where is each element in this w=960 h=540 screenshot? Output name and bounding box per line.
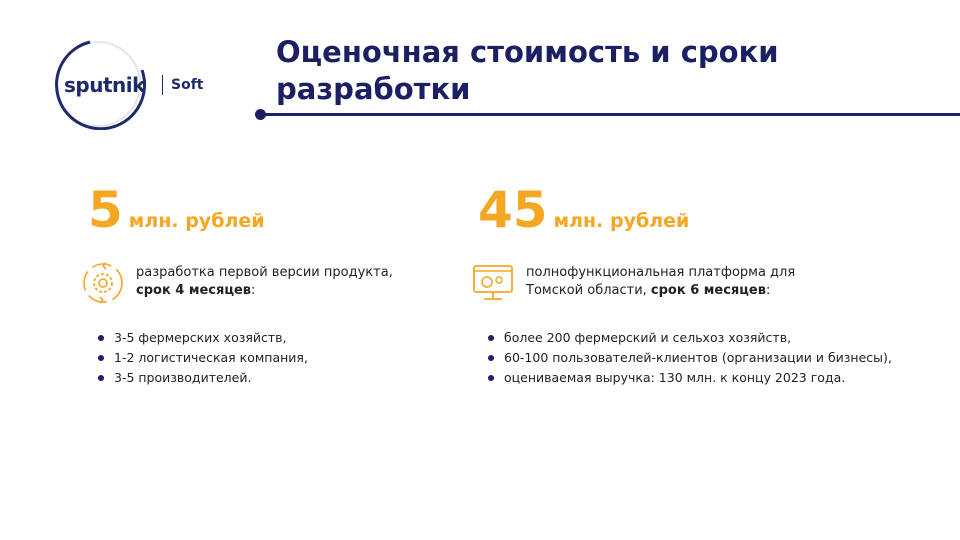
cost-number: 5 xyxy=(88,181,123,239)
duration-bold: срок 6 месяцев xyxy=(650,283,766,298)
cost-unit: млн. рублей xyxy=(128,210,265,232)
estimate-column-full-platform xyxy=(478,180,938,385)
list-item: 60-100 пользователей-клиентов (организации и бизнесы), xyxy=(486,348,892,368)
list-item: 3-5 фермерских хозяйств, xyxy=(96,328,308,348)
company-logo xyxy=(50,40,220,130)
description-text xyxy=(136,264,393,300)
description-line: полнофункциональная платформа для xyxy=(526,265,796,280)
logo-divider xyxy=(162,75,163,95)
logo-wordmark: sputnik xyxy=(64,73,145,97)
title-underline xyxy=(261,113,960,116)
description-text xyxy=(526,264,795,300)
list-item: более 200 фермерский и сельхоз хозяйств, xyxy=(486,328,892,348)
description-row xyxy=(80,260,393,306)
description-line-prefix: Томской области, xyxy=(526,283,651,298)
description-tail: : xyxy=(765,283,771,298)
logo-suffix: Soft xyxy=(171,77,204,93)
duration-bold: срок 4 месяцев xyxy=(136,283,252,298)
page-title: Оценочная стоимость и сроки разработки xyxy=(276,35,779,106)
list-item: оцениваемая выручка: 130 млн. к концу 2023 года. xyxy=(486,368,892,388)
cost-number: 45 xyxy=(478,181,548,239)
gear-cycle-icon xyxy=(80,260,126,306)
bullet-list xyxy=(96,328,308,388)
list-item: 3-5 производителей. xyxy=(96,368,308,388)
description-line: разработка первой версии продукта, xyxy=(136,265,393,280)
cost-unit: млн. рублей xyxy=(553,210,690,232)
monitor-settings-icon xyxy=(470,260,516,306)
cost-amount xyxy=(478,180,938,240)
description-tail: : xyxy=(251,283,256,298)
description-row xyxy=(470,260,795,306)
list-item: 1-2 логистическая компания, xyxy=(96,348,308,368)
bullet-list xyxy=(486,328,892,388)
